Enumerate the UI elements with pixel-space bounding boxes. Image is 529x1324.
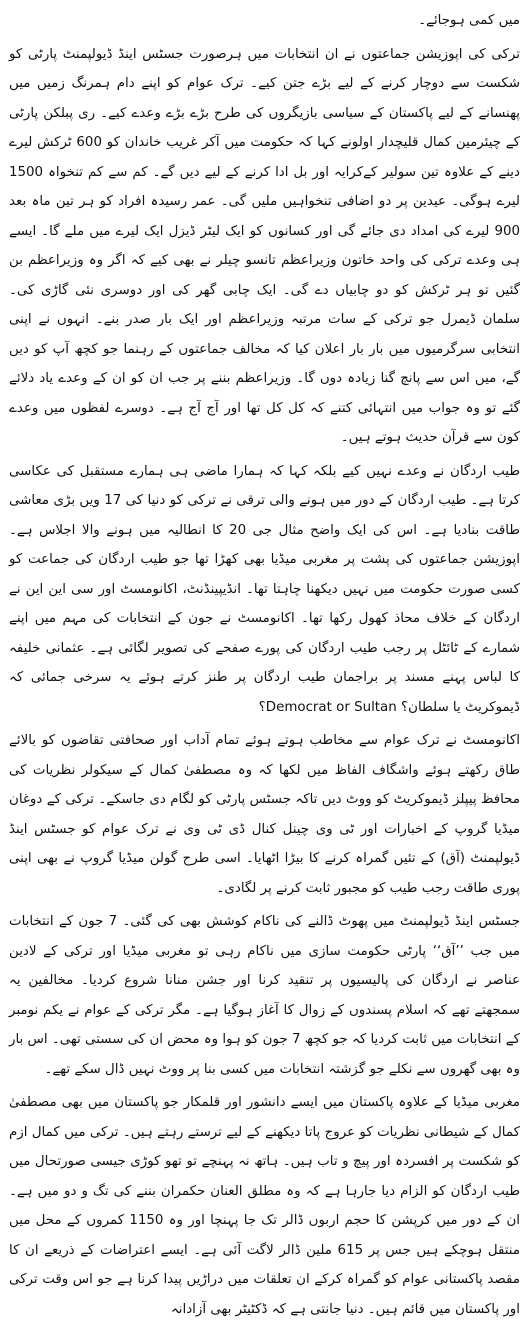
article-paragraph-3: طیب اردگان نے وعدے نہیں کیے بلکہ کہا کہ ہمارا ماضی ہی ہمارے مستقبل کی عکاسی کرتا ہے۔ طیب اردگان کے دور میں ہونے والی ترقی نے ترکی کو دنیا کی 17 ویں بڑی معاشی طاقت بنادیا ہے۔ اس کی ایک واضح مثال جی 20 کا انطالیہ میں ہونے والا اجلاس ہے۔ اپوزیشن جماعتوں کی پشت پر مغربی میڈیا بھی کھڑا تھا جو طیب اردگان کی جماعت کو کسی صورت حکومت میں نہیں دیکھنا چاہتا تھا۔ انڈیپینڈنٹ، اکانومسٹ اور سی این این نے اردگان کے خلاف محاذ کھول رکھا تھا۔ اکانومسٹ نے جون کے انتخابات کی مہم میں اپنے شمارے کے ٹائٹل پر رجب طیب اردگان کی پورے صفحے کی تصویر لگائی ہے۔ عثمانی خلیفہ کا لباس پہنے مسند پر براجمان طیب اردگان پر طنز کرتے ہوئے یہ سرخی جمائی کہ ڈیموکریٹ یا سلطان؟ Democrat or Sultan؟ — [9, 463, 520, 715]
article-paragraph-6: مغربی میڈیا کے علاوہ پاکستان میں ایسے دانشور اور قلمکار جو پاکستان میں بھی مصطفیٰ کمال کے شیطانی نظریات کو عروج پاتا دیکھنے کے لیے ترستے رہتے ہیں۔ ترکی میں کمال ازم کو شکست پر افسردہ اور پیچ و تاب ہیں۔ ہاتھ نہ پہنچے تو تھو کوڑی جیسی صورتحال میں طیب اردگان کو الزام دیا جارہا ہے کہ وہ مطلق العنان حکمران بننے کی تگ و دو میں ہے۔ ان کے دور میں کرپشن کا حجم اربوں ڈالر تک جا پہنچا اور وہ 1150 کمروں کے محل میں منتقل ہوچکے ہیں جس پر 615 ملین ڈالر لاگت آئی ہے۔ ایسے اعتراضات کے ذریعے ان کا مقصد پاکستانی عوام کو گمراہ کرکے ان تعلقات میں دراڑیں پیدا کرنا ہے جو اس وقت ترکی اور پاکستان میں قائم ہیں۔ دنیا جانتی ہے کہ ڈکٹیٹر بھی آزادانہ — [9, 1095, 521, 1317]
article-paragraph-1: میں کمی ہوجائے۔ — [418, 13, 520, 28]
article-paragraph-4: اکانومسٹ نے ترک عوام سے مخاطب ہوتے ہوئے تمام آداب اور صحافتی تقاضوں کو بالائے طاق رکھتے ہوئے واشگاف الفاظ میں لکھا کہ وہ مصطفیٰ کمال کے سیکولر نظریات کی محافظ پیپلز ڈیموکریٹ کو ووٹ دیں تاکہ جسٹس پارٹی کو لگام دی جاسکے۔ ترکی کے دوغان میڈیا گروپ کے اخبارات اور ٹی وی چینل کنال ڈی ٹی وی نے ترک عوام کو جسٹس اینڈ ڈیولپمنٹ (آق) کے تئیں گمراہ کرنے کا بیڑا اٹھایا۔ اسی طرح گولن میڈیا گروپ نے بھی اپنی پوری طاقت رجب طیب کو مجبور ثابت کرنے پر لگادی۔ — [9, 733, 520, 896]
article-paragraph-5: جسٹس اینڈ ڈیولپمنٹ میں پھوٹ ڈالنے کی ناکام کوشش بھی کی گئی۔ 7 جون کے انتخابات میں جب ’’آق‘‘ پارٹی حکومت سازی میں ناکام رہی تو مغربی میڈیا اور ترکی کے لادین عناصر نے اردگان کی پالیسیوں پر تنقید کرنا اور جشن منانا شروع کردیا۔ مخالفین یہ سمجھتے تھے کہ اسلام پسندوں کے زوال کا آغاز ہوگیا ہے۔ مگر ترکی کے عوام نے یکم نومبر کے انتخابات میں ثابت کردیا کہ جو کچھ 7 جون کو ہوا وہ محض ان کی سستی تھی۔ اس بار وہ بھی گھروں سے نکلے جو گزشتہ انتخابات میں کسی بنا پر ووٹ نہیں ڈال سکے تھے۔ — [9, 914, 520, 1077]
article-paragraph-2: ترکی کی اپوزیشن جماعتوں نے ان انتخابات میں ہرصورت جسٹس اینڈ ڈیولپمنٹ پارٹی کو شکست سے دوچار کرنے کے لیے بڑے جتن کیے۔ ترک عوام کو اپنے دام ہمرنگ زمیں میں پھنسانے کے لیے پاکستان کے سیاسی بازیگروں کی طرح بڑے بڑے وعدے کیے۔ ری پبلکن پارٹی کے چیئرمین کمال قلیچدار اولونے کہا کہ حکومت میں آکر غریب خاندان کو 600 ٹرکش لیرے دینے کے علاوہ تین سولیر کےکرایہ اور بل ادا کرنے کے لیے دیں گے۔ کم سے کم تنخواہ 1500 لیرے ہوگی۔ عیدین پر دو اضافی تنخواہیں ملیں گی۔ عمر رسیدہ افراد کو ہر تین ماہ بعد 900 لیرے کی امداد دی جائے گی اور کسانوں کو ایک لیٹر ڈیزل ایک لیرے میں ملے گا۔ ایسے ہی وعدے ترکی کی واحد خاتون وزیراعظم تانسو چیلر نے بھی کیے کہ اگر وہ وزیراعظم بن گئیں تو ہر ٹرکش کو دو چابیاں دے گی۔ ایک چابی گھر کی اور دوسری نئی گاڑی کی۔ سلمان ڈیمرل جو ترکی کے سات مرتبہ وزیراعظم اور ایک بار صدر بنے۔ انہوں نے اپنی انتخابی سرگرمیوں میں بار بار اعلان کیا کہ مخالف جماعتوں کے رہنما جو کچھ آپ کو دیں گے، میں اس سے پانچ گنا زیادہ دوں گا۔ وزیراعظم بننے پر جب ان کو ان کے وعدے یاد دلائے گئے تو وہ جواب میں انتہائی کتنے کہ کل کل تھا اور آج آج ہے۔ دوسرے لفظوں میں وعدے کون سے قرآن حدیث ہوتے ہیں۔ — [9, 46, 520, 445]
